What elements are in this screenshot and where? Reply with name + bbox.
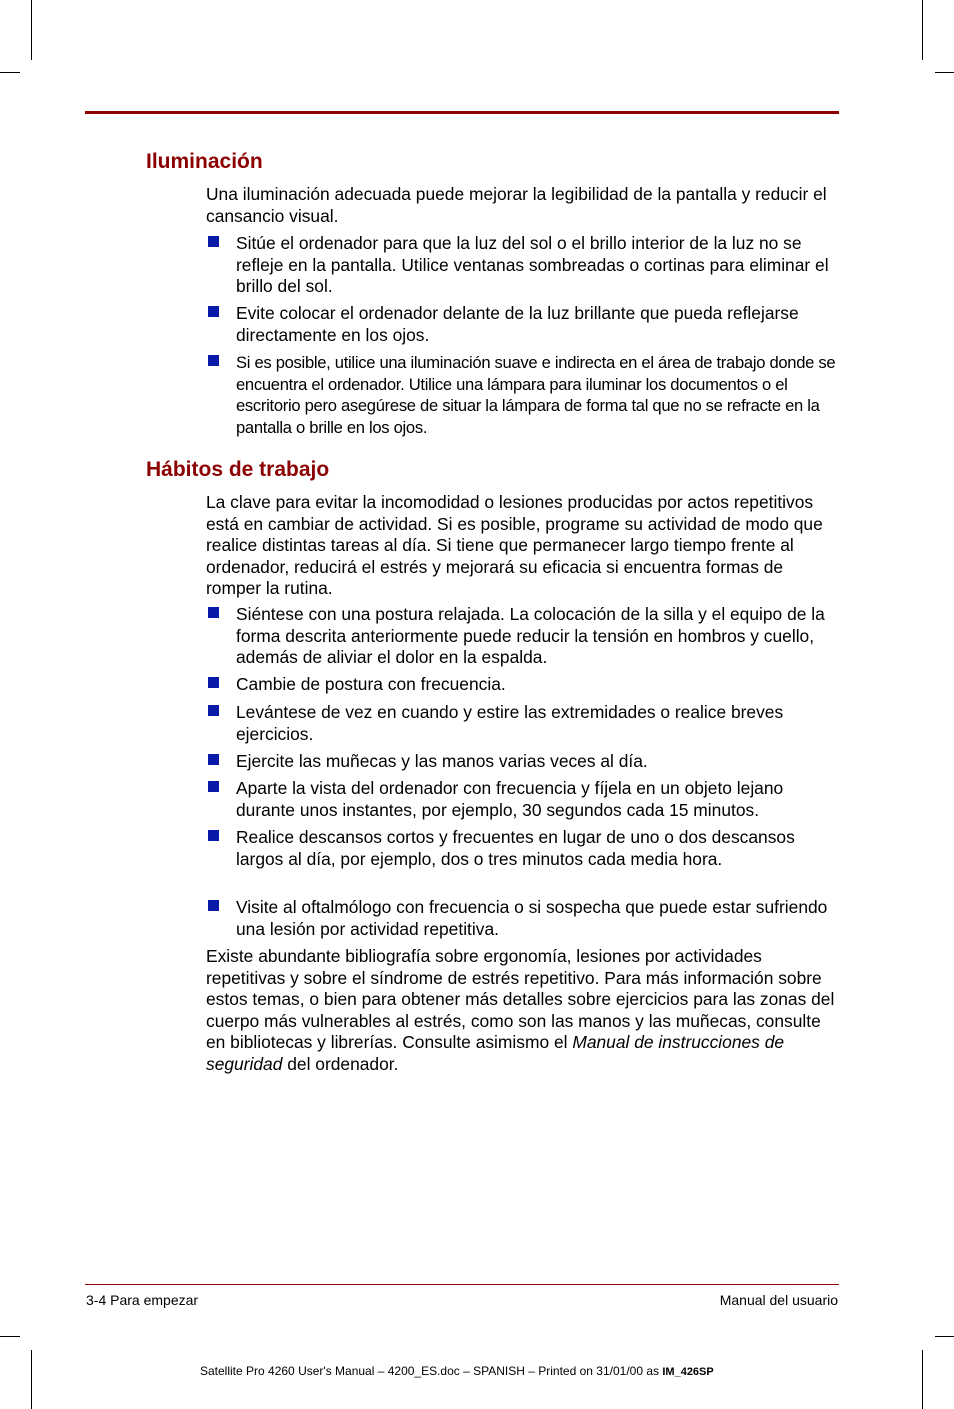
crop-mark	[0, 1336, 20, 1337]
list-item: Visite al oftalmólogo con frecuencia o si sospecha que puede estar sufriendo una lesión por actividad repetitiva.	[236, 897, 828, 939]
bullet-icon	[208, 830, 219, 841]
section-title-habitos: Hábitos de trabajo	[146, 458, 330, 481]
crop-mark	[922, 1350, 923, 1409]
crop-mark	[31, 1350, 32, 1409]
print-slug	[200, 1363, 714, 1380]
manual-reference: Manual de instrucciones de seguridad	[206, 1032, 785, 1074]
list-item: Siéntese con una postura relajada. La colocación de la silla y el equipo de la forma descrita anteriormente puede reducir la tensión en hombros y cuello, además de aliviar el dolor en la espalda.	[236, 604, 825, 667]
closing-text: Existe abundante bibliografía sobre ergonomía, lesiones por actividades repetitivas y sobre el síndrome de estrés repetitivo. Para más información sobre estos temas, o bien para obtener más detalles sobre ejercicios para las zonas del cuerpo más vulnerables al estrés, como son las manos y las muñecas, consulte en bibliotecas y librerías. Consulte asimismo el	[206, 946, 835, 1052]
list-item: Aparte la vista del ordenador con frecuencia y fíjela en un objeto lejano durante unos instantes, por ejemplo, 30 segundos cada 15 minutos.	[236, 778, 784, 820]
crop-mark	[935, 72, 954, 73]
list-item: Evite colocar el ordenador delante de la luz brillante que pueda reflejarse directamente en los ojos.	[236, 303, 799, 345]
bullet-icon	[208, 677, 219, 688]
footer-left: 3-4 Para empezar	[86, 1292, 199, 1308]
closing-tail: del ordenador.	[287, 1053, 399, 1074]
list-item: Cambie de postura con frecuencia.	[236, 674, 506, 694]
crop-mark	[31, 0, 32, 60]
bullet-icon	[208, 236, 219, 247]
list-item: Sitúe el ordenador para que la luz del sol o el brillo interior de la luz no se refleje en la pantalla. Utilice ventanas sombreadas o cortinas para eliminar el brillo del sol.	[236, 233, 829, 296]
header-rule	[85, 111, 839, 114]
habitos-intro: La clave para evitar la incomodidad o lesiones producidas por actos repetitivos está en cambiar de actividad. Si es posible, programe su actividad de modo que realice distintas tareas al día. Si tiene que permanecer largo tiempo frente al ordenador, reducirá el estrés y mejorará su eficacia si encuentra formas de romper la rutina.	[206, 492, 823, 598]
crop-mark	[922, 0, 923, 60]
bullet-icon	[208, 306, 219, 317]
bullet-icon	[208, 355, 219, 366]
bullet-icon	[208, 754, 219, 765]
section-title-iluminacion: Iluminación	[146, 150, 263, 173]
slug-code: IM_426SP	[662, 1366, 714, 1378]
bullet-icon	[208, 781, 219, 792]
crop-mark	[0, 72, 20, 73]
bullet-icon	[208, 607, 219, 618]
footer-right: Manual del usuario	[719, 1292, 838, 1308]
habitos-closing	[206, 946, 840, 1075]
bullet-icon	[208, 705, 219, 716]
list-item: Ejercite las muñecas y las manos varias veces al día.	[236, 751, 648, 771]
list-item: Realice descansos cortos y frecuentes en lugar de uno o dos descansos largos al día, por ejemplo, dos o tres minutos cada media hora.	[236, 827, 795, 869]
bullet-icon	[208, 900, 219, 911]
footer-rule	[85, 1284, 839, 1285]
list-item: Levántese de vez en cuando y estire las extremidades o realice breves ejercicios.	[236, 702, 784, 744]
list-item: Si es posible, utilice una iluminación suave e indirecta en el área de trabajo donde se encuentra el ordenador. Utilice una lámpara para iluminar los documentos o el escritorio pero asegúrese de situar la lámpara de forma tal que no se refracte en la pantalla o brille en los ojos.	[236, 353, 836, 437]
crop-mark	[935, 1336, 954, 1337]
iluminacion-intro: Una iluminación adecuada puede mejorar la legibilidad de la pantalla y reducir el cansancio visual.	[206, 184, 827, 226]
slug-text: Satellite Pro 4260 User's Manual – 4200_ES.doc – SPANISH – Printed on 31/01/00 as	[200, 1364, 660, 1378]
